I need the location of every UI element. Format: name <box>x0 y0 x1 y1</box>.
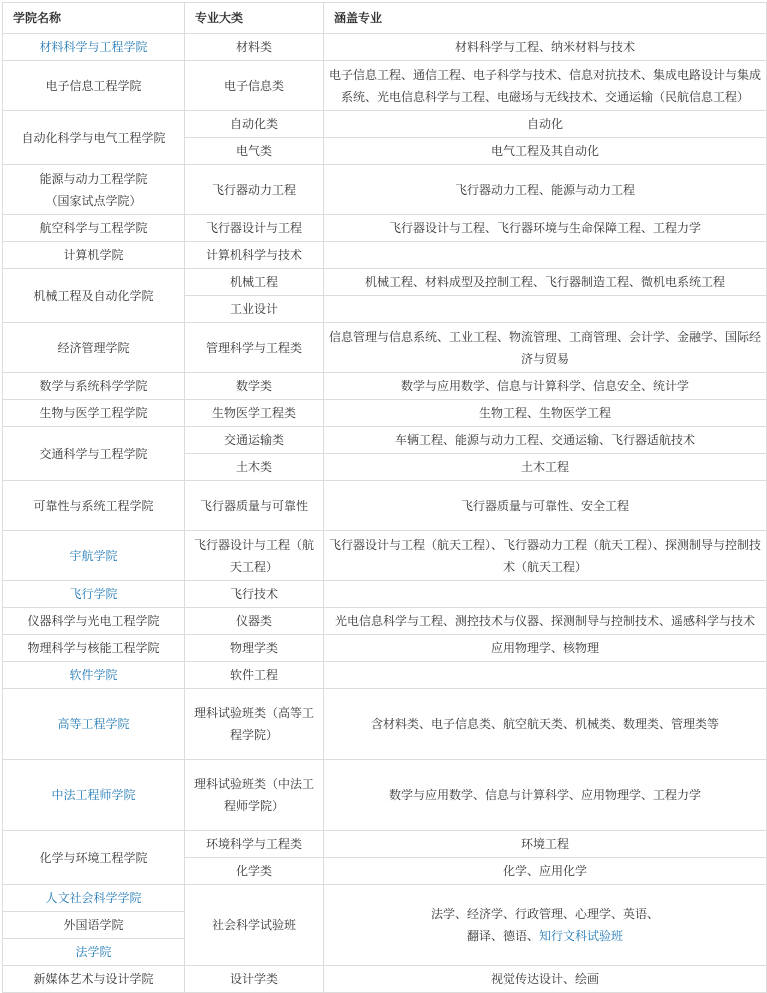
college-cell: 数学与系统科学学院 <box>3 373 185 400</box>
table-row <box>3 608 767 635</box>
table-row <box>3 242 767 269</box>
table-row <box>3 966 767 993</box>
category-cell: 社会科学试验班 <box>185 885 324 966</box>
majors-text: 法学、经济学、行政管理、心理学、英语、 <box>430 907 659 921</box>
college-link[interactable]: 飞行学院 <box>3 581 185 608</box>
table-row <box>3 323 767 373</box>
majors-cell <box>324 885 767 966</box>
category-cell: 自动化类 <box>185 111 324 138</box>
college-cell: 物理科学与核能工程学院 <box>3 635 185 662</box>
majors-cell: 光电信息科学与工程、测控技术与仪器、探测制导与控制技术、遥感科学与技术 <box>324 608 767 635</box>
table-row <box>3 635 767 662</box>
college-cell: 仪器科学与光电工程学院 <box>3 608 185 635</box>
category-cell: 数学类 <box>185 373 324 400</box>
college-link[interactable]: 人文社会科学学院 <box>3 885 185 912</box>
college-cell: 新媒体艺术与设计学院 <box>3 966 185 993</box>
majors-cell: 车辆工程、能源与动力工程、交通运输、飞行器适航技术 <box>324 427 767 454</box>
majors-cell: 机械工程、材料成型及控制工程、飞行器制造工程、微机电系统工程 <box>324 269 767 296</box>
category-cell: 电气类 <box>185 138 324 165</box>
college-link[interactable]: 软件学院 <box>3 662 185 689</box>
majors-cell: 电气工程及其自动化 <box>324 138 767 165</box>
college-cell <box>3 165 185 215</box>
college-link[interactable]: 高等工程学院 <box>3 689 185 760</box>
table-row <box>3 269 767 296</box>
majors-cell: 数学与应用数学、信息与计算科学、信息安全、统计学 <box>324 373 767 400</box>
college-cell: 经济管理学院 <box>3 323 185 373</box>
table-row <box>3 760 767 831</box>
category-cell: 化学类 <box>185 858 324 885</box>
category-cell: 工业设计 <box>185 296 324 323</box>
college-cell: 自动化科学与电气工程学院 <box>3 111 185 165</box>
majors-table <box>2 2 767 993</box>
category-cell: 土木类 <box>185 454 324 481</box>
category-cell: 交通运输类 <box>185 427 324 454</box>
majors-cell: 土木工程 <box>324 454 767 481</box>
category-cell: 飞行器动力工程 <box>185 165 324 215</box>
table-row <box>3 531 767 581</box>
table-row <box>3 373 767 400</box>
majors-cell: 环境工程 <box>324 831 767 858</box>
category-cell: 仪器类 <box>185 608 324 635</box>
category-cell: 软件工程 <box>185 662 324 689</box>
college-cell: 计算机学院 <box>3 242 185 269</box>
category-cell: 材料类 <box>185 34 324 61</box>
college-cell: 航空科学与工程学院 <box>3 215 185 242</box>
table-row <box>3 481 767 531</box>
majors-cell: 信息管理与信息系统、工业工程、物流管理、工商管理、会计学、金融学、国际经济与贸易 <box>324 323 767 373</box>
majors-cell <box>324 581 767 608</box>
college-cell: 生物与医学工程学院 <box>3 400 185 427</box>
majors-cell: 化学、应用化学 <box>324 858 767 885</box>
table-row <box>3 34 767 61</box>
table-header-row <box>3 3 767 34</box>
category-cell: 理科试验班类（高等工程学院） <box>185 689 324 760</box>
college-cell: 电子信息工程学院 <box>3 61 185 111</box>
majors-cell <box>324 242 767 269</box>
majors-cell: 飞行器设计与工程、飞行器环境与生命保障工程、工程力学 <box>324 215 767 242</box>
category-cell: 电子信息类 <box>185 61 324 111</box>
table-row <box>3 662 767 689</box>
majors-cell: 飞行器设计与工程（航天工程）、飞行器动力工程（航天工程）、探测制导与控制技术（航天工程） <box>324 531 767 581</box>
category-cell: 机械工程 <box>185 269 324 296</box>
table-row <box>3 215 767 242</box>
category-cell: 设计学类 <box>185 966 324 993</box>
college-cell: 化学与环境工程学院 <box>3 831 185 885</box>
category-cell: 理科试验班类（中法工程师学院） <box>185 760 324 831</box>
category-cell: 飞行器质量与可靠性 <box>185 481 324 531</box>
majors-cell: 材料科学与工程、纳米材料与技术 <box>324 34 767 61</box>
majors-cell <box>324 662 767 689</box>
college-link[interactable]: 法学院 <box>3 939 185 966</box>
category-cell: 物理学类 <box>185 635 324 662</box>
majors-cell: 视觉传达设计、绘画 <box>324 966 767 993</box>
table-row <box>3 885 767 912</box>
college-cell: 外国语学院 <box>3 912 185 939</box>
majors-text: 翻译、德语、 <box>466 929 539 943</box>
table-row <box>3 111 767 138</box>
majors-cell: 飞行器质量与可靠性、安全工程 <box>324 481 767 531</box>
category-cell: 飞行技术 <box>185 581 324 608</box>
header-majors: 涵盖专业 <box>324 3 767 34</box>
college-link[interactable]: 材料科学与工程学院 <box>3 34 185 61</box>
college-cell: 机械工程及自动化学院 <box>3 269 185 323</box>
majors-cell: 应用物理学、核物理 <box>324 635 767 662</box>
table-row <box>3 581 767 608</box>
category-cell: 飞行器设计与工程（航天工程） <box>185 531 324 581</box>
majors-cell: 含材料类、电子信息类、航空航天类、机械类、数理类、管理类等 <box>324 689 767 760</box>
table-row <box>3 400 767 427</box>
majors-cell <box>324 296 767 323</box>
majors-link[interactable]: 知行文科试验班 <box>539 929 624 943</box>
college-link[interactable]: 中法工程师学院 <box>3 760 185 831</box>
header-college: 学院名称 <box>3 3 185 34</box>
table-row <box>3 427 767 454</box>
table-row <box>3 689 767 760</box>
category-cell: 环境科学与工程类 <box>185 831 324 858</box>
college-name: 能源与动力工程学院 <box>39 171 148 186</box>
college-link[interactable]: 宇航学院 <box>3 531 185 581</box>
table-row <box>3 831 767 858</box>
category-cell: 生物医学工程类 <box>185 400 324 427</box>
header-category: 专业大类 <box>185 3 324 34</box>
college-note: （国家试点学院） <box>45 193 142 208</box>
majors-cell: 飞行器动力工程、能源与动力工程 <box>324 165 767 215</box>
majors-cell: 自动化 <box>324 111 767 138</box>
college-cell: 交通科学与工程学院 <box>3 427 185 481</box>
category-cell: 飞行器设计与工程 <box>185 215 324 242</box>
majors-cell: 生物工程、生物医学工程 <box>324 400 767 427</box>
table-row <box>3 61 767 111</box>
table-row <box>3 165 767 215</box>
college-cell: 可靠性与系统工程学院 <box>3 481 185 531</box>
category-cell: 管理科学与工程类 <box>185 323 324 373</box>
majors-cell: 电子信息工程、通信工程、电子科学与技术、信息对抗技术、集成电路设计与集成系统、光电信息科学与工程、电磁场与无线技术、交通运输（民航信息工程） <box>324 61 767 111</box>
category-cell: 计算机科学与技术 <box>185 242 324 269</box>
majors-cell: 数学与应用数学、信息与计算科学、应用物理学、工程力学 <box>324 760 767 831</box>
